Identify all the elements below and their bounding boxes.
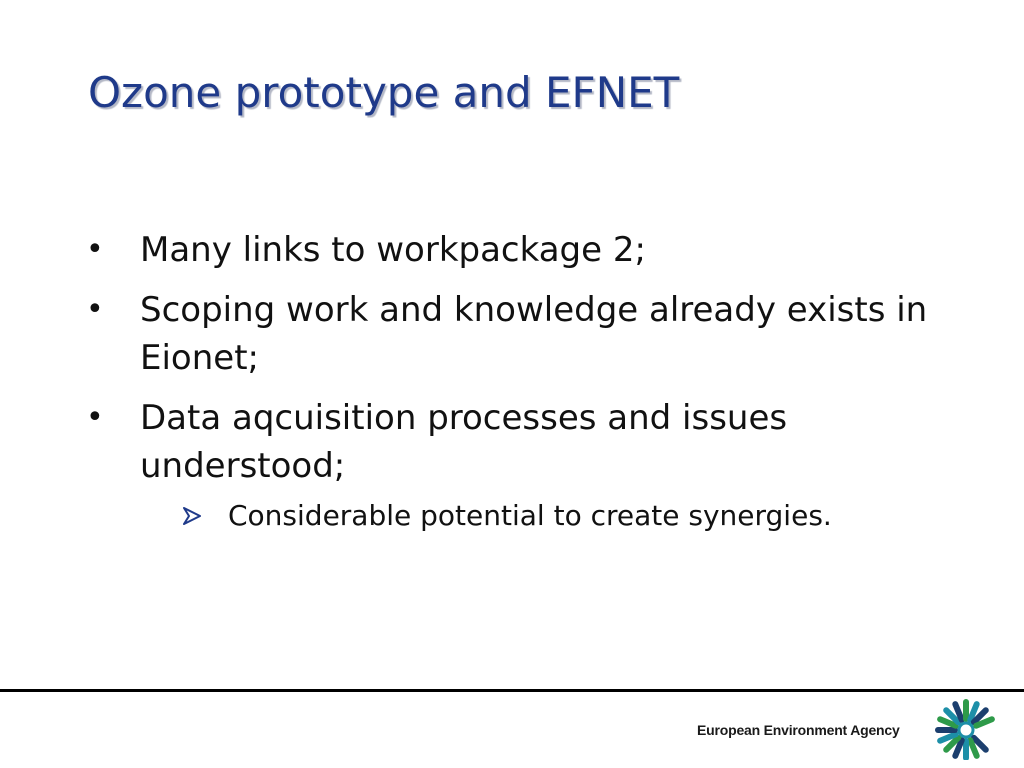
bullet-item bbox=[86, 394, 986, 490]
bullet-dot-icon: • bbox=[86, 292, 104, 327]
bullet-dot-icon: • bbox=[86, 232, 104, 267]
slide-title: Ozone prototype and EFNET bbox=[88, 68, 680, 117]
eea-sunflower-logo-icon bbox=[934, 696, 998, 760]
bullet-list bbox=[86, 226, 986, 536]
sub-bullet-item bbox=[182, 496, 986, 536]
agency-name: European Environment Agency bbox=[697, 722, 900, 738]
bullet-text: Scoping work and knowledge already exists in Eionet; bbox=[140, 290, 928, 378]
bullet-text: Many links to workpackage 2; bbox=[140, 230, 646, 270]
footer-divider bbox=[0, 689, 1024, 692]
arrow-right-icon bbox=[182, 506, 202, 526]
bullet-text: Data aqcuisition processes and issues understood; bbox=[140, 398, 788, 486]
bullet-dot-icon: • bbox=[86, 400, 104, 435]
bullet-item bbox=[86, 226, 986, 274]
bullet-item bbox=[86, 286, 986, 382]
sub-bullet-text: Considerable potential to create synergies. bbox=[228, 499, 832, 532]
